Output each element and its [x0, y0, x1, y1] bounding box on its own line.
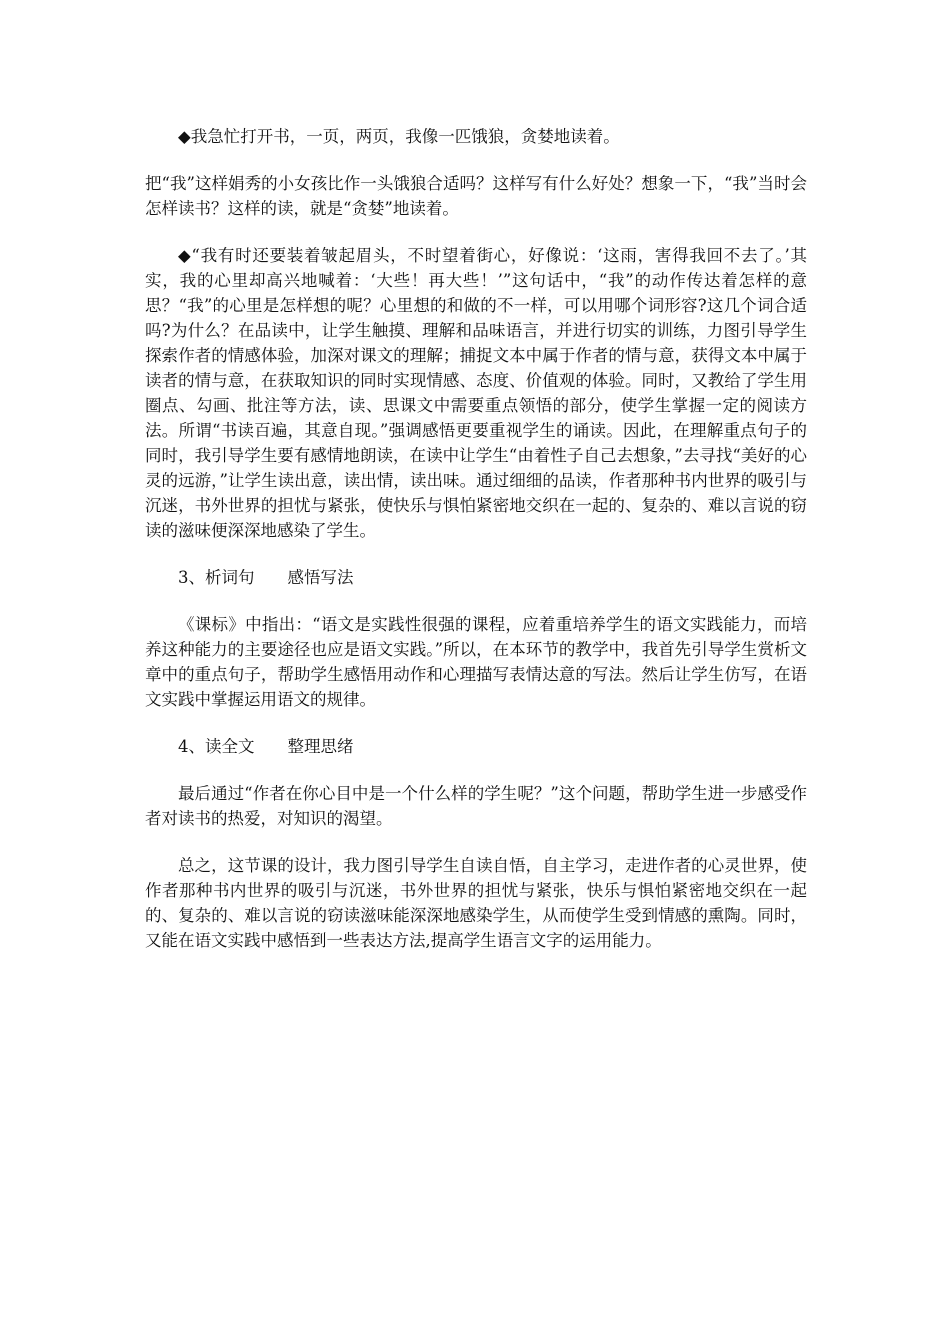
section-heading-4-title: 整理思绪 — [287, 737, 354, 756]
paragraph-rain-analysis: ◆“我有时还要装着皱起眉头，不时望着街心，好像说：‘这雨，害得我回不去了。’其实，我的心里却高兴地喊着：‘大些！再大些！’”这句话中，“我”的动作传达着怎样的意思？“我”的心里是怎样想的呢？心里想的和做的不一样，可以用哪个词形容?这几个词合适吗?为什么？在品读中，让学生触摸、理解和品味语言，并进行切实的训练，力图引导学生探索作者的情感体验，加深对课文的理解；捕捉文本中属于作者的情与意，获得文本中属于读者的情与意，在获取知识的同时实现情感、态度、价值观的体验。同时，又教给了学生用圈点、勾画、批注等方法，读、思课文中需要重点领悟的部分，使学生掌握一定的阅读方法。所谓“书读百遍，其意自现。”强调感悟更要重视学生的诵读。因此，在理解重点句子的同时，我引导学生要有感情地朗读，在读中让学生“由着性子自己去想象，”去寻找“美好的心灵的远游，”让学生读出意，读出情，读出味。通过细细的品读，作者那种书内世界的吸引与沉迷，书外世界的担忧与紧张，使快乐与惧怕紧密地交织在一起的、复杂的、难以言说的窃读的滋味便深深地感染了学生。 — [145, 246, 807, 540]
paragraph-wolf-analysis: 把“我”这样娟秀的小女孩比作一头饿狼合适吗？这样写有什么好处？想象一下，“我”当时会怎样读书？这样的读，就是“贪婪”地读着。 — [145, 174, 807, 218]
section-heading-4-number: 4、读全文 — [178, 737, 255, 756]
paragraph-summary: 总之，这节课的设计，我力图引导学生自读自悟，自主学习，走进作者的心灵世界，使作者那种书内世界的吸引与沉迷，书外世界的担忧与紧张，快乐与惧怕紧密地交织在一起的、复杂的、难以言说的窃读滋味能深深地感染学生，从而使学生受到情感的熏陶。同时，又能在语文实践中感悟到一些表达方法,提高学生语言文字的运用能力。 — [145, 856, 807, 950]
section-heading-3-number: 3、析词句 — [178, 568, 255, 587]
paragraph-curriculum: 《课标》中指出：“语文是实践性很强的课程，应着重培养学生的语文实践能力，而培养这种能力的主要途径也应是语文实践。”所以，在本环节的教学中，我首先引导学生赏析文章中的重点句子，帮助学生感悟用动作和心理描写表情达意的写法。然后让学生仿写，在语文实践中掌握运用语文的规律。 — [145, 615, 807, 709]
section-heading-3-title: 感悟写法 — [287, 568, 354, 587]
paragraph-hungry-wolf: ◆我急忙打开书，一页，两页，我像一匹饿狼，贪婪地读着。 — [178, 127, 620, 146]
section-heading-3 — [145, 565, 807, 590]
section-heading-4 — [145, 734, 807, 759]
document-page — [145, 124, 807, 975]
paragraph-final-question: 最后通过“作者在你心目中是一个什么样的学生呢？”这个问题，帮助学生进一步感受作者对读书的热爱，对知识的渴望。 — [145, 784, 807, 828]
